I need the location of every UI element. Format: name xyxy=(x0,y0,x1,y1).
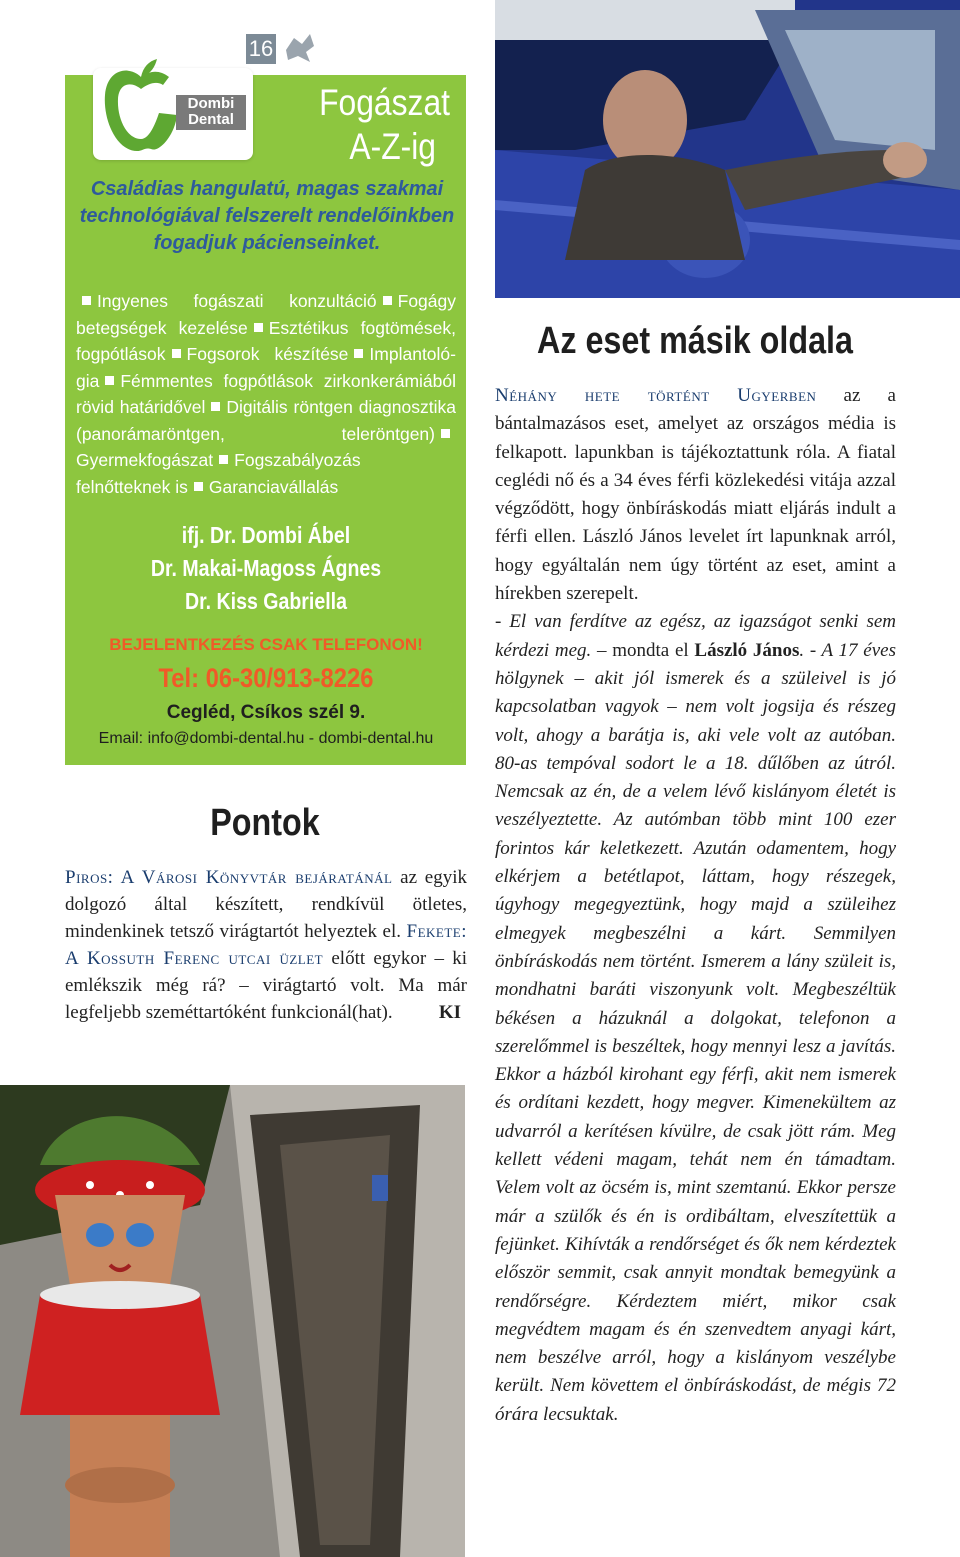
service-item: Digitális röntgen diagnosztika (panorámaröntgen, teleröntgen) xyxy=(76,397,456,444)
service-item: Esztétikus fogtömések, fogpótlások xyxy=(76,317,456,364)
article-paragraph: az a bántalmazásos eset, amelyet az országos média is felkapott. lapunkban is tájékoztattunk róla. A fiatal ceglédi nő és a 34 éves férfi közlekedési vitája azzal végződött, hogy önbíráskodás miatt eljárás indult a férfi ellen. László János levelet írt lapunknak arról, hogy egyáltalán nem úgy történt az eset, amint a hírekben szerepelt. xyxy=(495,385,896,605)
address: Cegléd, Csíkos szél 9. xyxy=(166,702,366,723)
service-item: Fémmentes fogpótlások zirkonkerámiából rövid határidővel xyxy=(76,370,456,417)
pontok-body xyxy=(65,864,467,1026)
service-item: Implantológia xyxy=(76,344,456,391)
bullet-square-icon xyxy=(254,323,263,332)
doctor-name: Dr. Kiss Gabriella xyxy=(185,588,347,614)
service-item: Fogsorok készítése xyxy=(186,344,349,364)
bullet-square-icon xyxy=(383,296,392,305)
service-item: Fogágy betegségek kezelése xyxy=(76,291,456,338)
bullet-square-icon xyxy=(211,402,220,411)
bullet-square-icon xyxy=(82,296,91,305)
flowerpot-photo xyxy=(0,1085,465,1557)
quoted-person: László János xyxy=(694,639,800,661)
doctor-name: ifj. Dr. Dombi Ábel xyxy=(181,522,351,548)
phone-number[interactable]: Tel: 06-30/913-8226 xyxy=(158,663,374,693)
quote-text: - El van ferdítve az egész, az igazságot senki sem kérdezi meg. xyxy=(495,611,896,661)
ad-title-line-2: A-Z-ig xyxy=(349,126,436,167)
logo-wordmark xyxy=(176,95,246,130)
ad-intro: Családias hangulatú, magas szakmai technológiával felszerelt rendelőinkben fogadjuk pácienseinket. xyxy=(79,178,455,254)
doctor-name: Dr. Makai-Magoss Ágnes xyxy=(150,555,382,581)
bullet-square-icon xyxy=(105,376,114,385)
apple-logo-icon xyxy=(101,55,181,157)
quote-text: . - A 17 éves hölgynek – akit jól ismerek és a szüleivel is jó kapcsolatban vagyok – nem volt jogsija és részeg volt, ahogy a barátja is, aki vele volt az autóban. 80-as tempóval sodort le a 18. dűlőben az útról. Nemcsak az én, de a velem lévő kislányom életét is veszélyeztette. Az autómban több mint 100 ezer forintos kár keletkezett. Azután odamentem, hogy elkérjem a betétlapot, láttam, hogy részegek, úgyhogy megegyeztünk, hogy majd a szüleihez elmegyek megbeszélni a kárt. Semmilyen önbíráskodás nem történt. Ismerem a lány szüleit is, mondhatni baráti viszonyunk volt. Megbeszéltük békésen a házuknál a dolgokat, telefonon a szerelőmmel is beszéltek, hogy mennyi lesz a javítás. Ekkor a házból kirohant egy férfi, akit nem ismerek és ordítani kezdett, hogy megver. Kimenekültem az udvarról a kerítésen kívülre, de csak jött rám. Meg kellett védeni magam, tehát nem én támadtam. Velem volt az öcsém is, mint szemtanú. Ekkor persze már a szülők és én is ordibáltam, elveszítettük a fejünket. Kihívták a rendőrséget és ők nem kérdeztek először semmit, csak annyit mondtak bemegyünk a rendőrségre. Kérdeztem miért, mikor csak megvédtem magam és én szenvedtem anyagi kárt, nem beszélve arról, hogy a kislányom veszélybe került. Nem követtem el önbíráskodást, de mégis 72 órára lecsuktak. xyxy=(495,639,896,1425)
page-number: 16 xyxy=(246,34,276,64)
ad-title-line-1: Fogászat xyxy=(319,82,450,123)
pontok-text-black: előtt egykor – ki emlékszik még rá? – virágtartó volt. Ma már legfeljebb szeméttartóként funkcionál(hat). xyxy=(65,948,467,1023)
pontok-text-red: az egyik dolgozó által készített, rendkívül ötletes, mindenkinek tetsző virágtartót helyeztek el. xyxy=(65,867,467,942)
pontok-lead-black: Fekete: A Kossuth Ferenc utcai üzlet xyxy=(65,921,467,969)
attribution-text: – mondta el xyxy=(591,639,695,661)
service-item: Fogszabályozás felnőtteknek is xyxy=(76,450,361,497)
bullet-square-icon xyxy=(172,349,181,358)
service-item: Ingyenes fogászati konzultáció xyxy=(97,291,377,311)
services-list xyxy=(76,288,456,500)
service-item: Gyermekfogászat xyxy=(76,450,214,470)
car-photo-illustration xyxy=(495,0,960,298)
booking-notice: BEJELENTKEZÉS CSAK TELEFONON! xyxy=(109,635,423,654)
bullet-square-icon xyxy=(219,455,228,464)
service-item: Garanciavállalás xyxy=(208,476,339,497)
page-ornament-icon xyxy=(280,30,320,66)
article-body xyxy=(495,382,896,1429)
pontok-lead-red: Piros: A Városi Könyvtár bejáratánál xyxy=(65,867,393,888)
car-photo xyxy=(495,0,960,298)
article-title: Az eset másik oldala xyxy=(537,320,853,362)
flowerpot-photo-illustration xyxy=(0,1085,465,1557)
bullet-square-icon xyxy=(441,429,450,438)
article-lead: Néhány hete történt Ugyerben xyxy=(495,385,817,406)
logo-line-1: Dombi xyxy=(187,95,235,112)
pontok-title: Pontok xyxy=(210,802,320,844)
bullet-square-icon xyxy=(194,482,203,491)
author-signature: KI xyxy=(438,1002,461,1023)
email-link[interactable]: Email: info@dombi-dental.hu - dombi-dental.hu xyxy=(98,730,434,747)
logo-line-2: Dental xyxy=(188,111,234,128)
bullet-square-icon xyxy=(354,349,363,358)
